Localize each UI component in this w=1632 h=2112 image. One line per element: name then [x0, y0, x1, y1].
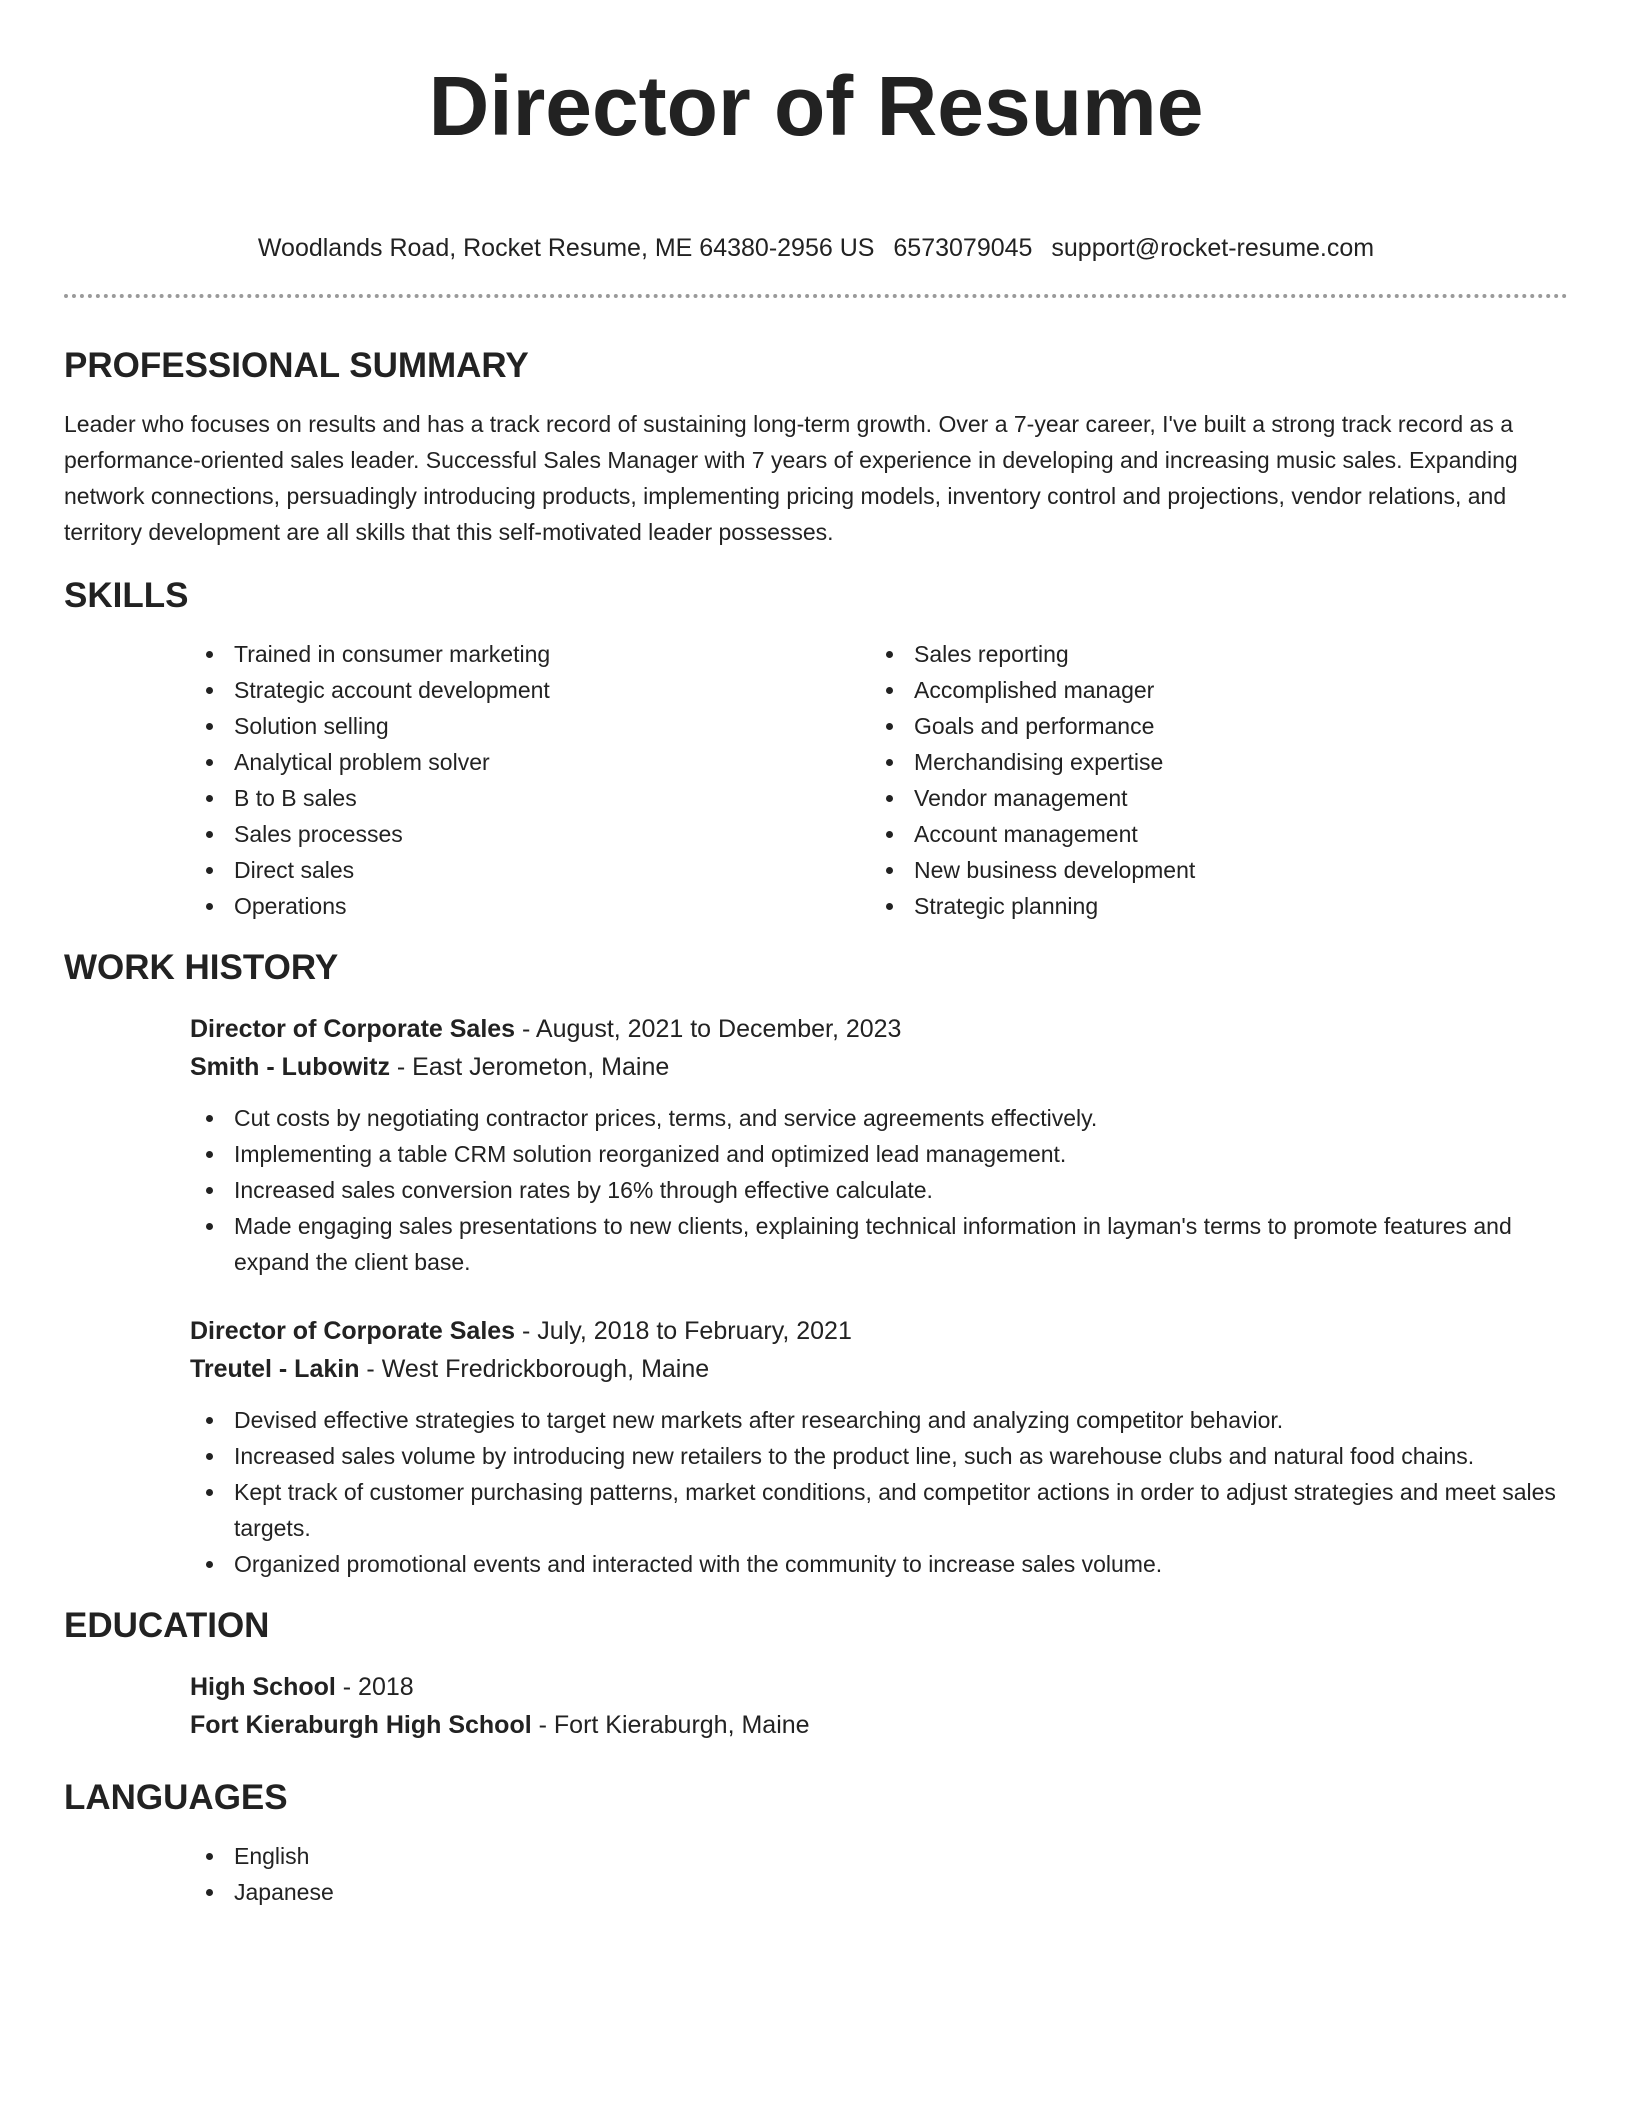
skill-item: B to B sales: [190, 780, 870, 816]
skill-item: Account management: [870, 816, 1550, 852]
skill-item: Strategic planning: [870, 888, 1550, 924]
job-role: Director of Corporate Sales: [190, 1317, 516, 1345]
job-bullet: Cut costs by negotiating contractor prices, terms, and service agreements effectively.: [190, 1100, 1568, 1136]
job-location: - East Jerometon, Maine: [389, 1053, 670, 1081]
contact-phone: 6573079045: [893, 234, 1033, 262]
skill-item: Sales reporting: [870, 636, 1550, 672]
education-title: EDUCATION: [64, 1606, 270, 1645]
languages-title: LANGUAGES: [64, 1778, 288, 1817]
skill-item: Merchandising expertise: [870, 744, 1550, 780]
job-role: Director of Corporate Sales: [190, 1015, 516, 1043]
skill-item: Direct sales: [190, 852, 870, 888]
skill-item: Strategic account development: [190, 672, 870, 708]
skills-list-right: [870, 636, 1550, 924]
education-school: Fort Kieraburgh High School: [190, 1711, 532, 1739]
language-item: English: [190, 1838, 1568, 1874]
job-bullet: Implementing a table CRM solution reorganized and optimized lead management.: [190, 1136, 1568, 1172]
skills-grid: [190, 636, 1568, 924]
contact-email: support@rocket-resume.com: [1051, 234, 1375, 262]
job-company: Smith - Lubowitz: [190, 1053, 390, 1081]
skill-item: Accomplished manager: [870, 672, 1550, 708]
job-bullet: Kept track of customer purchasing patterns, market conditions, and competitor actions in order to adjust strategies and meet sales targets.: [190, 1474, 1568, 1546]
skills-title: SKILLS: [64, 576, 189, 615]
resume-name: Director of Resume: [428, 59, 1204, 153]
job-dates: - July, 2018 to February, 2021: [515, 1317, 852, 1345]
job-bullet: Made engaging sales presentations to new clients, explaining technical information in layman's terms to promote features and expand the client base.: [190, 1208, 1568, 1280]
resume-page: [64, 0, 1568, 1910]
job-bullet: Organized promotional events and interacted with the community to increase sales volume.: [190, 1546, 1568, 1582]
skill-item: Solution selling: [190, 708, 870, 744]
contact-address: Woodlands Road, Rocket Resume, ME 64380-2956 US: [257, 234, 875, 262]
job-bullets: [190, 1402, 1568, 1582]
education-degree-line: [190, 1668, 1568, 1706]
education-school-line: [190, 1706, 1568, 1744]
education-year: - 2018: [335, 1673, 414, 1701]
skill-item: Operations: [190, 888, 870, 924]
job-bullet: Devised effective strategies to target new markets after researching and analyzing competitor behavior.: [190, 1402, 1568, 1438]
job-bullet: Increased sales conversion rates by 16% through effective calculate.: [190, 1172, 1568, 1208]
job-role-line: [190, 1010, 1568, 1048]
education-entry: [190, 1668, 1568, 1744]
skill-item: Goals and performance: [870, 708, 1550, 744]
job-location: - West Fredrickborough, Maine: [359, 1355, 710, 1383]
education-degree: High School: [190, 1673, 336, 1701]
skill-item: Analytical problem solver: [190, 744, 870, 780]
job-bullets: [190, 1100, 1568, 1280]
job-role-line: [190, 1312, 1568, 1350]
header-divider: [64, 294, 1568, 298]
skill-item: Sales processes: [190, 816, 870, 852]
job-entry: [190, 1010, 1568, 1280]
job-dates: - August, 2021 to December, 2023: [515, 1015, 902, 1043]
skill-item: Trained in consumer marketing: [190, 636, 870, 672]
summary-title: PROFESSIONAL SUMMARY: [64, 346, 529, 385]
summary-text: Leader who focuses on results and has a track record of sustaining long-term growth. Over a 7-year career, I've built a strong track record as a performance-oriented sales leader. Successful Sales Manager with 7 years of experience in developing and increasing music sales. Expanding network connections, persuadingly introducing products, implementing pricing models, inventory control and projections, vendor relations, and territory development are all skills that this self-motivated leader possesses.: [64, 411, 1518, 545]
job-company-line: [190, 1350, 1568, 1388]
skills-list-left: [190, 636, 870, 924]
job-company: Treutel - Lakin: [190, 1355, 360, 1383]
job-company-line: [190, 1048, 1568, 1086]
skill-item: Vendor management: [870, 780, 1550, 816]
education-location: - Fort Kieraburgh, Maine: [531, 1711, 810, 1739]
language-item: Japanese: [190, 1874, 1568, 1910]
languages-list: [190, 1838, 1568, 1910]
job-entry: [190, 1312, 1568, 1582]
job-bullet: Increased sales volume by introducing new retailers to the product line, such as warehouse clubs and natural food chains.: [190, 1438, 1568, 1474]
work-title: WORK HISTORY: [64, 948, 339, 987]
contact-line: [64, 232, 1568, 264]
skill-item: New business development: [870, 852, 1550, 888]
